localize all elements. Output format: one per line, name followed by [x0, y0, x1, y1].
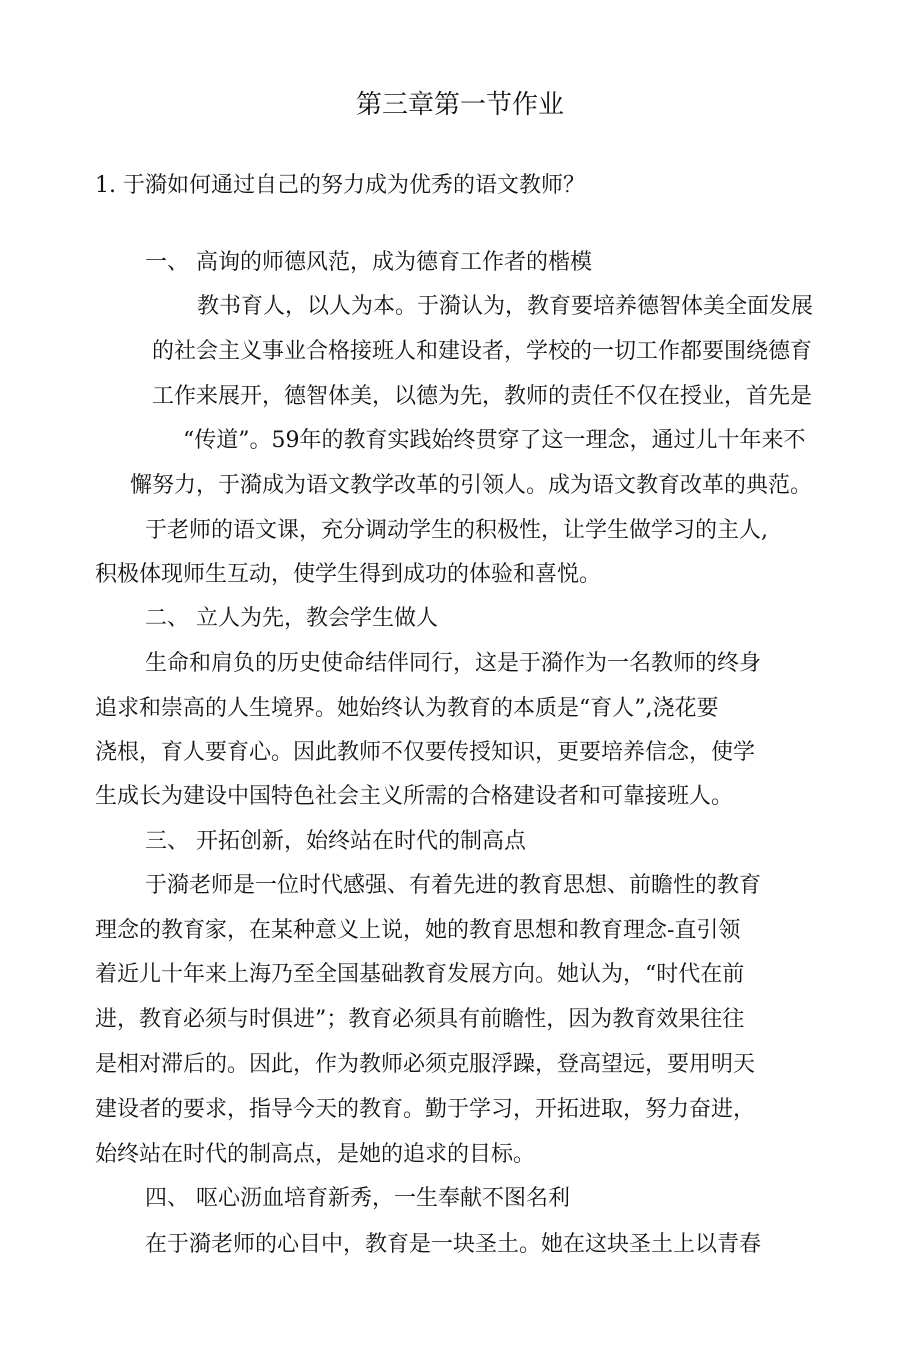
paragraph-line: 始终站在时代的制高点，是她的追求的目标。: [95, 1142, 536, 1167]
paragraph-line: 着近儿十年来上海乃至全国基础教育发展方向。她认为，“时代在前: [95, 962, 745, 987]
page-title: 第三章第一节作业: [355, 90, 564, 120]
paragraph-line: 理念的教育家，在某种意义上说，她的教育思想和教育理念-直引领: [95, 918, 741, 943]
paragraph-line: 懈努力，于漪成为语文教学改革的引领人。成为语文教育改革的典范。: [130, 473, 813, 498]
section-heading-4: 四、 呕心沥血培育新秀，一生奉献不图名利: [145, 1186, 570, 1211]
paragraph-line: 工作来展开，德智体美，以德为先，教师的责任不仅在授业，首先是: [152, 384, 813, 409]
paragraph-line: 建设者的要求，指导今天的教育。勤于学习，开拓进取，努力奋进，: [95, 1097, 756, 1122]
paragraph-line: 积极体现师生互动，使学生得到成功的体验和喜悦。: [95, 562, 602, 587]
paragraph-line: 追求和崇高的人生境界。她始终认为教育的本质是“育人”,浇花要: [95, 696, 719, 721]
paragraph-line: “传道”。59年的教育实践始终贯穿了这一理念，通过儿十年来不: [183, 428, 806, 453]
paragraph-line: 教书育人，以人为本。于漪认为，教育要培养德智体美全面发展: [197, 294, 814, 319]
section-heading-1: 一、 高询的师德风范，成为德育工作者的楷模: [145, 250, 592, 275]
paragraph-line: 于老师的语文课，充分调动学生的积极性，让学生做学习的主人,: [145, 518, 768, 543]
paragraph-line: 于漪老师是一位时代感强、有着先进的教育思想、前瞻性的教育: [145, 873, 762, 898]
paragraph-line: 进，教育必须与时俱进”；教育必须具有前瞻性，因为教育效果往往: [95, 1007, 745, 1032]
paragraph-line: 生命和肩负的历史使命结伴同行，这是于漪作为一名教师的终身: [145, 651, 762, 676]
paragraph-line: 在于漪老师的心目中，教育是一块圣土。她在这块圣土上以青春: [145, 1232, 762, 1257]
paragraph-line: 浇根，育人要育心。因此教师不仅要传授知识，更要培养信念，使学: [95, 740, 756, 765]
question: 1. 于漪如何通过自己的努力成为优秀的语文教师？: [95, 173, 585, 198]
paragraph-line: 生成长为建设中国特色社会主义所需的合格建设者和可靠接班人。: [95, 784, 734, 809]
paragraph-line: 是相对滞后的。因此，作为教师必须克服浮躁，登高望远，要用明天: [95, 1052, 756, 1077]
section-heading-2: 二、 立人为先，教会学生做人: [145, 606, 438, 631]
section-heading-3: 三、 开拓创新，始终站在时代的制高点: [145, 829, 526, 854]
paragraph-line: 的社会主义事业合格接班人和建设者，学校的一切工作都要围绕德育: [152, 339, 813, 364]
